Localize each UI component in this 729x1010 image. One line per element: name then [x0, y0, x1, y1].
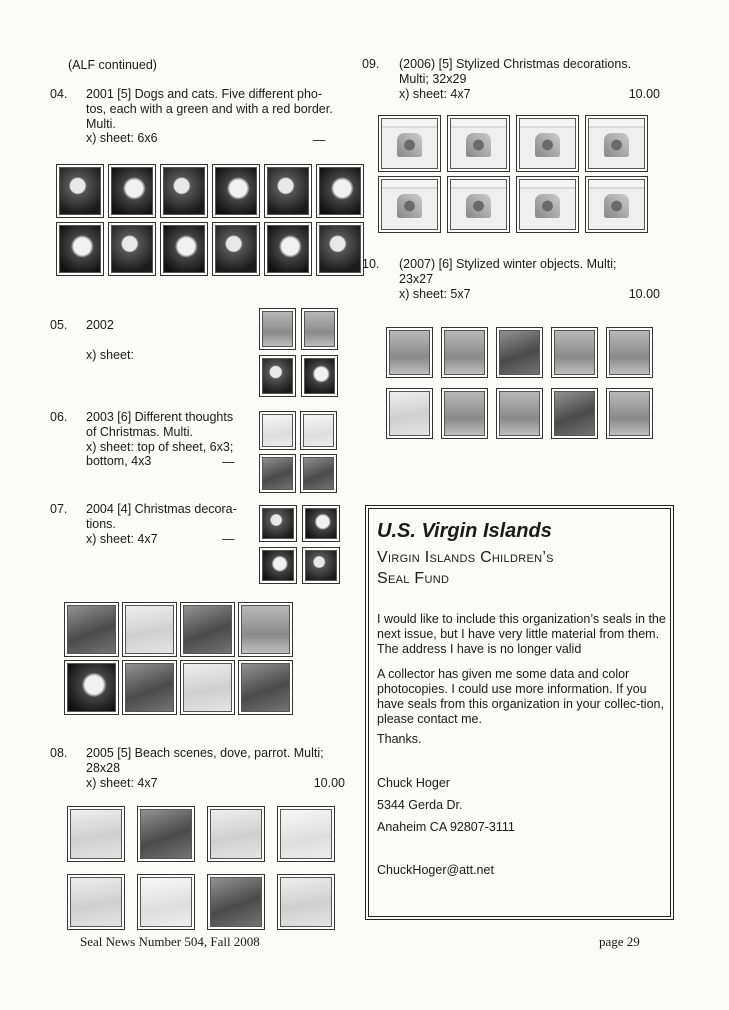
entry-10-stamp-sheet — [386, 327, 653, 439]
stamp-image — [441, 388, 488, 439]
stamp-image — [259, 355, 296, 397]
stamp-image — [316, 164, 364, 218]
entry-06-line: 2003 [6] Different thoughts — [86, 410, 234, 424]
entry-10-line: 23x27 — [399, 271, 434, 286]
entry-10-number: 10. — [362, 257, 380, 271]
stamp-image — [67, 874, 125, 930]
stamp-image — [56, 164, 104, 218]
contact-name: Chuck Hoger — [377, 776, 450, 790]
stamp-image — [516, 115, 579, 172]
stamp-image — [64, 660, 119, 715]
stamp-image — [386, 388, 433, 439]
entry-10-line: (2007) [6] Stylized winter objects. Multi; — [399, 257, 617, 271]
entry-08-line: 2005 [5] Beach scenes, dove, parrot. Multi; — [86, 746, 324, 760]
stamp-image — [137, 874, 195, 930]
stamp-image — [160, 222, 208, 276]
stamp-image — [277, 874, 335, 930]
entry-07-stamps — [259, 505, 340, 584]
notice-thanks: Thanks. — [377, 732, 422, 746]
footer-page-number: page 29 — [599, 934, 640, 949]
entry-09-number: 09. — [362, 57, 380, 71]
stamp-image — [551, 327, 598, 378]
entry-04-line: Multi. — [86, 116, 116, 131]
entry-06-line: of Christmas. Multi. — [86, 424, 193, 439]
stamp-image — [516, 176, 579, 233]
stamp-image — [447, 176, 510, 233]
stamp-image — [207, 806, 265, 862]
entry-08-price: 10.00 — [313, 776, 345, 790]
stamp-image — [122, 660, 177, 715]
stamp-image — [378, 115, 441, 172]
entry-06-price: — — [222, 455, 235, 469]
contact-street: 5344 Gerda Dr. — [377, 798, 463, 812]
entry-07-line: x) sheet: 4x7 — [86, 531, 158, 546]
entry-06-line: bottom, 4x3 — [86, 454, 152, 469]
stamp-image — [122, 602, 177, 657]
entry-05-line: x) sheet: — [86, 347, 134, 362]
entry-07-line: tions. — [86, 516, 116, 531]
stamp-image — [585, 176, 648, 233]
entry-09-stamp-sheet — [378, 115, 648, 233]
stamp-image — [259, 505, 297, 542]
stamp-image — [300, 454, 337, 493]
stamp-image — [180, 660, 235, 715]
notice-subtitle-line2: Seal Fund — [377, 570, 450, 587]
entry-09-line: x) sheet: 4x7 — [399, 86, 471, 101]
notice-paragraph-2: A collector has given me some data and color photocopies. I could use more information. If you have seals from this organization in your collec-tion, please contact me. — [377, 667, 664, 726]
notice-paragraph-1: I would like to include this organization’s seals in the next issue, but I have very little material from them. The address I have is no longer valid — [377, 612, 666, 656]
contact-email: ChuckHoger@att.net — [377, 863, 494, 877]
entry-04-number: 04. — [50, 87, 68, 101]
stamp-image — [551, 388, 598, 439]
entry-05-text — [86, 318, 246, 362]
notice-subtitle-line1: Virgin Islands Children’s — [377, 549, 554, 566]
stamp-image — [259, 547, 297, 584]
stamp-image — [447, 115, 510, 172]
stamp-image — [277, 806, 335, 862]
entry-06-number: 06. — [50, 410, 68, 424]
entry-10-line: x) sheet: 5x7 — [399, 286, 471, 301]
entry-07-price: — — [222, 532, 235, 546]
stamp-image — [137, 806, 195, 862]
stamp-image — [108, 222, 156, 276]
footer-publication: Seal News Number 504, Fall 2008 — [80, 934, 260, 949]
stamp-image — [180, 602, 235, 657]
entry-09-line: Multi; 32x29 — [399, 71, 467, 86]
entry-08-stamp-sheet — [67, 806, 335, 930]
stamp-image — [212, 222, 260, 276]
stamp-image — [606, 388, 653, 439]
stamp-image — [238, 602, 293, 657]
stamp-image — [259, 454, 296, 493]
entry-09-line: (2006) [5] Stylized Christmas decorations. — [399, 57, 632, 71]
stamp-image — [264, 164, 312, 218]
entry-05-stamps — [259, 308, 338, 397]
stamp-image — [316, 222, 364, 276]
stamp-image — [386, 327, 433, 378]
stamp-image — [496, 327, 543, 378]
entry-07-number: 07. — [50, 502, 68, 516]
stamp-image — [441, 327, 488, 378]
entry-09-price: 10.00 — [628, 87, 660, 101]
stamp-image — [207, 874, 265, 930]
virgin-islands-notice-box — [368, 508, 671, 917]
stamp-image — [67, 806, 125, 862]
stamp-image — [378, 176, 441, 233]
stamp-image — [301, 355, 338, 397]
stamp-image — [264, 222, 312, 276]
entry-04-line: 2001 [5] Dogs and cats. Five different pho- — [86, 87, 323, 101]
stamp-image — [606, 327, 653, 378]
stamp-image — [160, 164, 208, 218]
entry-08-line: x) sheet: 4x7 — [86, 775, 158, 790]
continued-heading: (ALF continued) — [68, 58, 157, 72]
entry-06-line: x) sheet: top of sheet, 6x3; — [86, 439, 234, 454]
entry-05-line: 2002 — [86, 318, 114, 332]
entry-06-stamps — [259, 411, 337, 493]
entry-07-line: 2004 [4] Christmas decora- — [86, 502, 237, 516]
entry-05-spacer — [86, 333, 246, 348]
stamp-image — [301, 308, 338, 350]
stamp-image — [259, 308, 296, 350]
entry-04-price: — — [313, 133, 326, 147]
entry-08-number: 08. — [50, 746, 68, 760]
entry-05-number: 05. — [50, 318, 68, 332]
stamp-image — [496, 388, 543, 439]
entry-10-price: 10.00 — [628, 287, 660, 301]
contact-city: Anaheim CA 92807-3111 — [377, 820, 515, 834]
entry-08-line: 28x28 — [86, 760, 121, 775]
stamp-image — [212, 164, 260, 218]
stamp-image — [585, 115, 648, 172]
stamp-image — [64, 602, 119, 657]
stamp-image — [300, 411, 337, 450]
entry-04-stamp-sheet — [56, 164, 364, 276]
entry-04-line: tos, each with a green and with a red border. — [86, 101, 333, 116]
stamp-image — [302, 505, 340, 542]
stamp-image — [108, 164, 156, 218]
entry-04-line: x) sheet: 6x6 — [86, 131, 158, 146]
stamp-image — [56, 222, 104, 276]
notice-title: U.S. Virgin Islands — [377, 520, 552, 542]
entry-07-stamp-sheet — [64, 602, 293, 715]
stamp-image — [302, 547, 340, 584]
stamp-image — [259, 411, 296, 450]
stamp-image — [238, 660, 293, 715]
